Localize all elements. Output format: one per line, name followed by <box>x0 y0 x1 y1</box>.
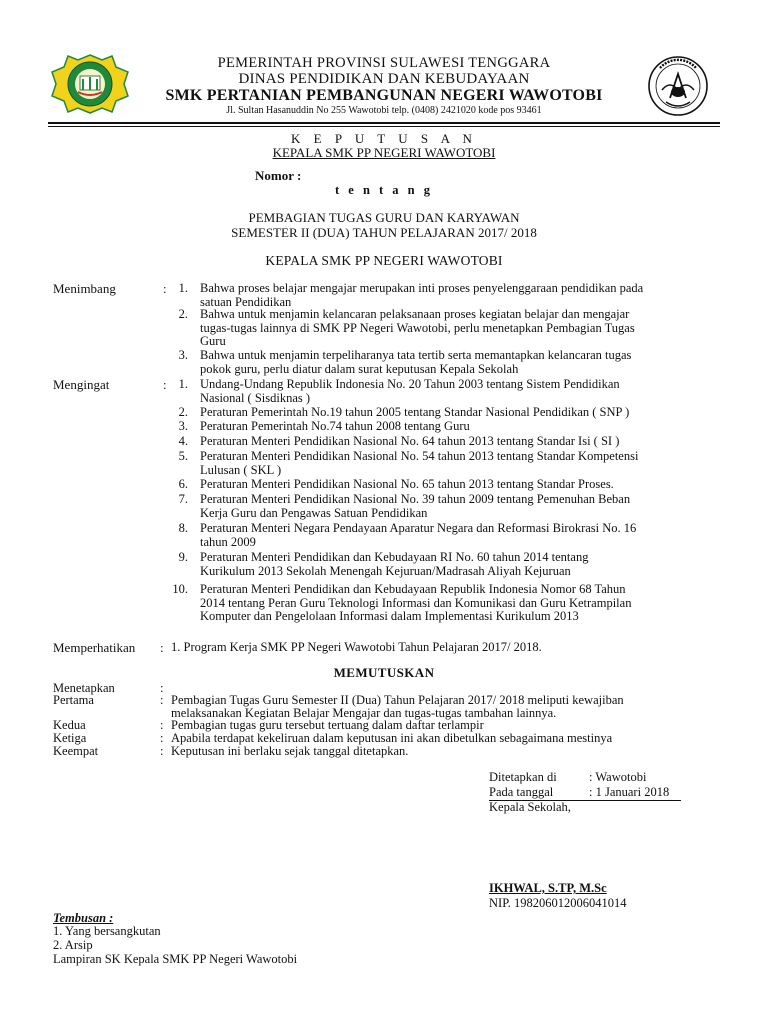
mengingat-label: Mengingat <box>53 377 110 392</box>
kop-alamat: Jl. Sultan Hasanuddin No 255 Wawotobi telp. (0408) 2421020 kode pos 93461 <box>226 105 542 116</box>
memutuskan-title: MEMUTUSKAN <box>333 665 435 680</box>
jabatan-label: Kepala Sekolah, <box>489 800 571 814</box>
menetapkan-colon: : <box>160 681 164 695</box>
pertama-colon: : <box>160 693 164 707</box>
mengingat-num-7: 7. <box>178 492 188 506</box>
tanggal-row <box>489 785 681 801</box>
kop-pemerintah: PEMERINTAH PROVINSI SULAWESI TENGGARA <box>217 55 551 71</box>
tembusan-item-1: 1. Yang bersangkutan <box>53 924 161 938</box>
pertama-label: Pertama <box>53 693 94 707</box>
kedua-text: Pembagian tugas guru tersebut tertuang dalam daftar terlampir <box>171 718 484 732</box>
subject-line-1: PEMBAGIAN TUGAS GURU DAN KARYAWAN <box>248 210 520 225</box>
menimbang-item-2: Bahwa untuk menjamin kelancaran pelaksanaan proses kegiatan belajar dan mengajar tugas-tugas lainnya di SMK PP Negeri Wawotobi, perlu menetapkan Pembagian Tugas Guru <box>200 307 635 348</box>
mengingat-item-10: Peraturan Menteri Pendidikan dan Kebudayaan Republik Indonesia Nomor 68 Tahun 2014 tentang Peran Guru Teknologi Informasi dan Komunikasi dan Guru Ketrampilan Komputer dan Pengelolaan Informasi dalam Implementasi Kurikulum 2013 <box>200 582 632 623</box>
menimbang-num-1: 1. <box>178 281 188 295</box>
kop-dinas: DINAS PENDIDIKAN DAN KEBUDAYAAN <box>238 71 530 87</box>
tentang-label: t e n t a n g <box>334 183 434 197</box>
menimbang-item-3: Bahwa untuk menjamin terpeliharanya tata tertib serta memantapkan kelancaran tugas pokok guru, perlu diatur dalam surat keputusan Kepala Sekolah <box>200 348 632 376</box>
menimbang-num-2: 2. <box>178 307 188 321</box>
memperhatikan-colon: : <box>160 640 164 655</box>
mengingat-num-3: 3. <box>178 419 188 433</box>
ketiga-text: Apabila terdapat kekeliruan dalam keputusan ini akan dibetulkan sebagaimana mestinya <box>171 731 613 745</box>
mengingat-item-1: Undang-Undang Republik Indonesia No. 20 Tahun 2003 tentang Sistem Pendidikan Nasional ( Sisdiknas ) <box>200 377 620 405</box>
tanggal-value: : 1 Januari 2018 <box>589 785 670 799</box>
mengingat-num-6: 6. <box>178 477 188 491</box>
tembusan-item-2: 2. Arsip <box>53 938 93 952</box>
mengingat-num-9: 9. <box>178 550 188 564</box>
tanggal-label: Pada tanggal <box>489 785 554 799</box>
mengingat-item-7: Peraturan Menteri Pendidikan Nasional No. 39 tahun 2009 tentang Pemenuhan Beban Kerja Guru dan Pengawas Satuan Pendidikan <box>200 492 631 520</box>
memperhatikan-label: Memperhatikan <box>53 640 136 655</box>
memperhatikan-text: 1. Program Kerja SMK PP Negeri Wawotobi Tahun Pelajaran 2017/ 2018. <box>171 640 542 654</box>
lampiran-note: Lampiran SK Kepala SMK PP Negeri Wawotobi <box>53 952 298 966</box>
menimbang-colon: : <box>163 281 167 296</box>
mengingat-item-2: Peraturan Pemerintah No.19 tahun 2005 tentang Standar Nasional Pendidikan ( SNP ) <box>200 405 630 419</box>
ditetapkan-value: : Wawotobi <box>589 770 647 784</box>
signatory-name: IKHWAL, S.TP, M.Sc <box>489 881 607 895</box>
kedua-label: Kedua <box>53 718 86 732</box>
tembusan-title: Tembusan : <box>53 911 114 925</box>
keempat-colon: : <box>160 744 164 758</box>
kedua-colon: : <box>160 718 164 732</box>
menimbang-label: Menimbang <box>53 281 116 296</box>
doc-type-title: K E P U T U S A N <box>291 131 477 146</box>
mengingat-item-5: Peraturan Menteri Pendidikan Nasional No. 54 tahun 2013 tentang Standar Kompetensi Lulusan ( SKL ) <box>200 449 639 477</box>
mengingat-item-9: Peraturan Menteri Pendidikan dan Kebudayaan RI No. 60 tahun 2014 tentang Kurikulum 2013 Sekolah Menengah Kejuruan/Madrasah Aliyah Kejuruan <box>200 550 589 578</box>
mengingat-num-1: 1. <box>178 377 188 391</box>
mengingat-num-8: 8. <box>178 521 188 535</box>
kop-sekolah: SMK PERTANIAN PEMBANGUNAN NEGERI WAWOTOBI <box>165 87 603 104</box>
nomor-label: Nomor : <box>255 168 302 183</box>
mengingat-item-3: Peraturan Pemerintah No.74 tahun 2008 tentang Guru <box>200 419 470 433</box>
issuer-heading: KEPALA SMK PP NEGERI WAWOTOBI <box>265 253 503 268</box>
mengingat-item-6: Peraturan Menteri Pendidikan Nasional No. 65 tahun 2013 tentang Standar Proses. <box>200 477 614 491</box>
mengingat-item-8: Peraturan Menteri Negara Pendayaan Aparatur Negara dan Reformasi Birokrasi No. 16 tahun 2009 <box>200 521 637 549</box>
ditetapkan-label: Ditetapkan di <box>489 770 557 784</box>
mengingat-colon: : <box>163 377 167 392</box>
menimbang-num-3: 3. <box>178 348 188 362</box>
menetapkan-label: Menetapkan <box>53 681 115 695</box>
mengingat-num-5: 5. <box>178 449 188 463</box>
ketiga-colon: : <box>160 731 164 745</box>
keempat-text: Keputusan ini berlaku sejak tanggal ditetapkan. <box>171 744 409 758</box>
mengingat-num-2: 2. <box>178 405 188 419</box>
mengingat-item-4: Peraturan Menteri Pendidikan Nasional No. 64 tahun 2013 tentang Standar Isi ( SI ) <box>200 434 620 448</box>
mengingat-num-4: 4. <box>178 434 188 448</box>
issuer-title: KEPALA SMK PP NEGERI WAWOTOBI <box>272 145 496 160</box>
subject-line-2: SEMESTER II (DUA) TAHUN PELAJARAN 2017/ 2018 <box>231 225 537 240</box>
menimbang-item-1: Bahwa proses belajar mengajar merupakan inti proses penyelenggaraan pendidikan pada satuan Pendidikan <box>200 281 644 309</box>
keempat-label: Keempat <box>53 744 99 758</box>
mengingat-num-10: 10. <box>172 582 188 596</box>
pertama-text: Pembagian Tugas Guru Semester II (Dua) Tahun Pelajaran 2017/ 2018 meliputi kewajiban melaksanakan Kegiatan Belajar Mengajar dan tugas-tugas tambahan lainnya. <box>171 693 624 720</box>
signatory-nip: NIP. 198206012006041014 <box>489 896 627 910</box>
kop-divider-thick <box>48 122 720 124</box>
kop-divider-thin <box>48 126 720 127</box>
ketiga-label: Ketiga <box>53 731 87 745</box>
